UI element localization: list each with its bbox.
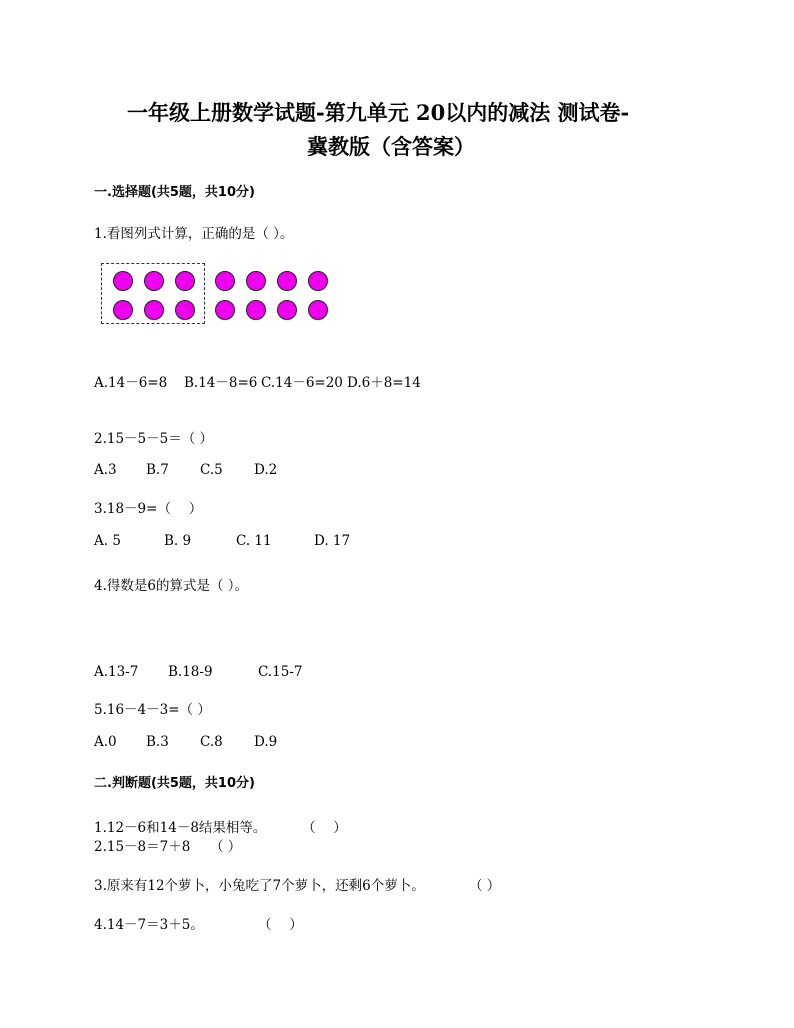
document-title-line2: 冀教版（含答案） (307, 134, 475, 159)
question-text: 2.15－8＝7＋8 (94, 839, 191, 855)
question-text: 4.14－7＝3＋5。 (94, 917, 204, 933)
document-title-line1: 一年级上册数学试题-第九单元 20以内的减法 测试卷- (127, 100, 630, 125)
dot (215, 300, 235, 320)
question-text: 3.原来有12个萝卜，小兔吃了7个萝卜，还剩6个萝卜。 (94, 878, 425, 894)
dot (308, 300, 328, 320)
question-text: 1.12－6和14－8结果相等。 (94, 820, 267, 836)
answer-paren[interactable]: （ ） (302, 820, 347, 836)
dot (144, 271, 164, 291)
option[interactable]: C. 11 (236, 533, 272, 549)
option[interactable]: A.14－6=8 (94, 375, 168, 391)
dot-figure (98, 262, 338, 328)
option[interactable]: A.0 (94, 734, 117, 750)
question-text: 2.15－5－5＝（ ） (94, 431, 214, 447)
answer-paren[interactable]: （ ） (469, 878, 501, 894)
option[interactable]: B.7 (146, 462, 169, 478)
option[interactable]: D. 17 (314, 533, 351, 549)
question-text: 5.16－4－3=（ ） (94, 702, 211, 718)
question-text: 3.18－9=（ ） (94, 501, 203, 517)
option[interactable]: D.2 (254, 462, 278, 478)
options-row (94, 664, 302, 680)
option[interactable]: D.9 (254, 734, 278, 750)
option[interactable]: C.5 (200, 462, 223, 478)
option[interactable]: C.15-7 (258, 664, 303, 680)
answer-paren[interactable]: （ ） (210, 839, 242, 855)
option[interactable]: B.14－8=6 (184, 375, 258, 391)
option[interactable]: A.13-7 (94, 664, 139, 680)
dot (215, 271, 235, 291)
dot (144, 300, 164, 320)
question-text: 4.得数是6的算式是（ ）。 (94, 578, 249, 594)
dot (113, 271, 133, 291)
dot (277, 271, 297, 291)
dot (175, 271, 195, 291)
option[interactable]: B.18-9 (168, 664, 213, 680)
options-row (94, 371, 421, 391)
answer-paren[interactable]: （ ） (258, 917, 303, 933)
option[interactable]: C.8 (200, 734, 223, 750)
options-row (94, 533, 350, 549)
section-heading-choice: 一.选择题(共5题，共10分) (94, 185, 255, 200)
options-row (94, 462, 277, 478)
question-text: 1.看图列式计算，正确的是（ ）。 (94, 226, 294, 242)
dot (175, 300, 195, 320)
options-row (94, 734, 277, 750)
option[interactable]: D.6＋8=14 (347, 375, 421, 391)
dot (246, 300, 266, 320)
dot (113, 300, 133, 320)
dot (277, 300, 297, 320)
option[interactable]: A.3 (94, 462, 117, 478)
section-heading-judge: 二.判断题(共5题，共10分) (94, 776, 255, 791)
option[interactable]: A. 5 (94, 533, 121, 549)
option[interactable]: B. 9 (164, 533, 192, 549)
dot (246, 271, 266, 291)
option[interactable]: C.14－6=20 (261, 375, 343, 391)
option[interactable]: B.3 (146, 734, 169, 750)
dot (308, 271, 328, 291)
